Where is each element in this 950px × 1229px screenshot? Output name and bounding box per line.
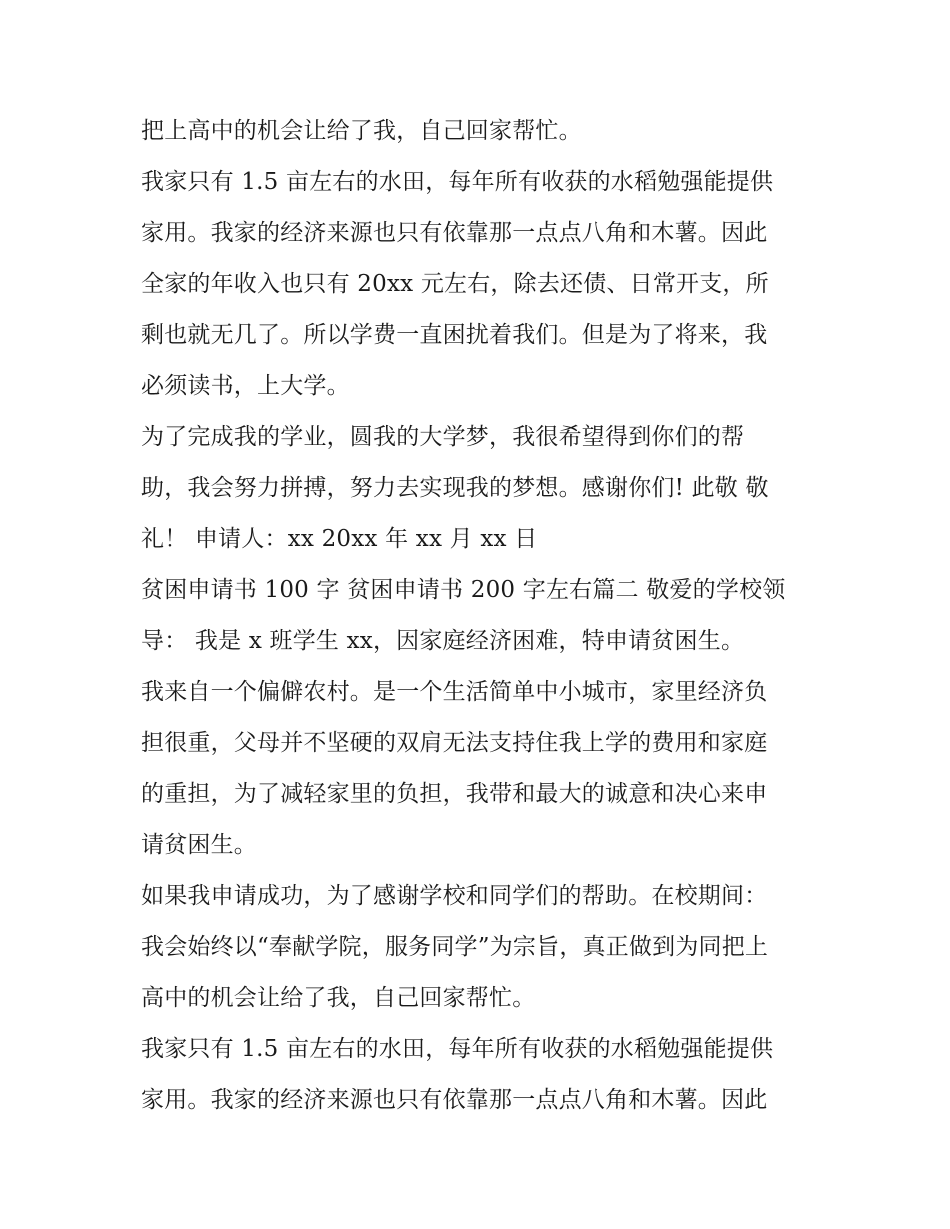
text-line-4: 全家的年收入也只有 20xx 元左右，除去还债、日常开支，所 xyxy=(141,271,769,297)
text-line-19: 我家只有 1.5 亩左右的水田，每年所有收获的水稻勉强能提供 xyxy=(141,1036,774,1062)
text-line-5: 剩也就无几了。所以学费一直困扰着我们。但是为了将来，我 xyxy=(141,322,768,348)
text-line-10: 贫困申请书 100 字 贫困申请书 200 字左右篇二 敬爱的学校领 xyxy=(141,577,786,603)
document-body xyxy=(141,106,821,1126)
text-line-1: 把上高中的机会让给了我，自己回家帮忙。 xyxy=(141,118,582,144)
text-line-16: 如果我申请成功，为了感谢学校和同学们的帮助。在校期间： xyxy=(141,883,768,909)
text-line-14: 的重担，为了减轻家里的负担，我带和最大的诚意和决心来申 xyxy=(141,781,768,807)
text-line-20: 家用。我家的经济来源也只有依靠那一点点八角和木薯。因此 xyxy=(141,1087,768,1113)
text-line-3: 家用。我家的经济来源也只有依靠那一点点八角和木薯。因此 xyxy=(141,220,768,246)
text-line-6: 必须读书，上大学。 xyxy=(141,373,350,399)
text-line-7: 为了完成我的学业，圆我的大学梦，我很希望得到你们的帮 xyxy=(141,424,745,450)
text-line-11: 导： 我是 x 班学生 xx，因家庭经济困难，特申请贫困生。 xyxy=(141,628,745,654)
text-line-15: 请贫困生。 xyxy=(141,832,257,858)
text-line-17: 我会始终以“奉献学院，服务同学”为宗旨，真正做到为同把上 xyxy=(141,934,769,960)
text-line-18: 高中的机会让给了我，自己回家帮忙。 xyxy=(141,985,536,1011)
text-line-2: 我家只有 1.5 亩左右的水田，每年所有收获的水稻勉强能提供 xyxy=(141,169,774,195)
text-line-13: 担很重，父母并不坚硬的双肩无法支持住我上学的费用和家庭 xyxy=(141,730,768,756)
text-line-8: 助，我会努力拼搏，努力去实现我的梦想。感谢你们! 此敬 敬 xyxy=(141,475,769,501)
text-line-12: 我来自一个偏僻农村。是一个生活简单中小城市，家里经济负 xyxy=(141,679,768,705)
text-line-9: 礼！ 申请人：xx 20xx 年 xx 月 xx 日 xyxy=(141,526,538,552)
